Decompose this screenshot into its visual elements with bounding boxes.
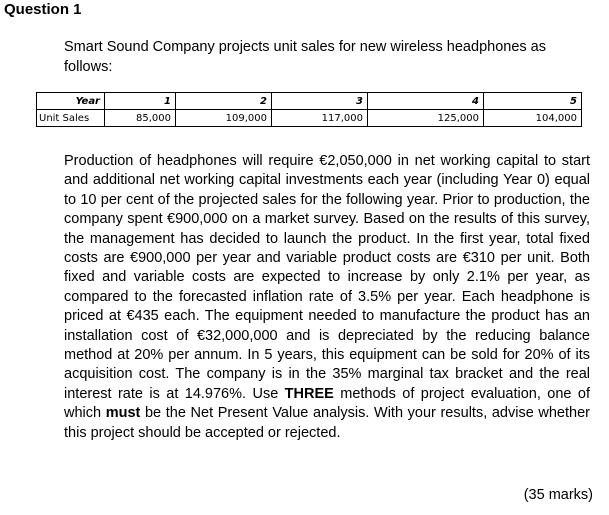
marks-label: (35 marks)	[523, 487, 593, 503]
year-cell: 5	[484, 93, 582, 110]
year-cell: 1	[105, 93, 176, 110]
unit-sales-cell: 125,000	[368, 110, 484, 127]
unit-sales-cell: 109,000	[176, 110, 272, 127]
intro-text: Smart Sound Company projects unit sales for new wireless headphones as follows:	[64, 39, 546, 75]
table-row	[37, 110, 582, 127]
year-cell: 2	[176, 93, 272, 110]
emphasis-three: THREE	[284, 385, 334, 402]
unit-sales-cell: 85,000	[105, 110, 176, 127]
body-text: Production of headphones will require €2,050,000 in net working capital to start and additional net working capital investments each year (including Year 0) equal to 10 per cent of the projected sales for the following year. Prior to production, the company spent €900,000 on a market survey. Based on the results of this survey, the management has decided to launch the product. In the first year, total fixed costs are €900,000 per year and variable product costs are €310 per unit. Both fixed and variable costs are expected to increase by only 2.1% per year, as compared to the forecasted inflation rate of 3.5% per year. Each headphone is priced at €435 each. The equipment needed to manufacture the product has an installation cost of €32,000,000 and is depreciated by the reducing balance method at 20% per annum. In 5 years, this equipment can be sold for 20% of its acquisition cost. The company is in the 35% marginal tax bracket and the real interest rate is at 14.976%. Use	[64, 153, 590, 402]
emphasis-must: must	[105, 405, 141, 422]
question-body	[64, 152, 590, 443]
year-cell: 4	[368, 93, 484, 110]
year-cell: 3	[272, 93, 368, 110]
unit-sales-cell: 117,000	[272, 110, 368, 127]
body-text: be the Net Present Value analysis. With your results, advise whether this project should be accepted or rejected.	[64, 405, 590, 441]
question-title: Question 1	[4, 1, 82, 18]
body-text: methods of project evaluation, one of which	[64, 385, 590, 422]
table-header-row	[37, 93, 582, 110]
unit-sales-label: Unit Sales	[37, 110, 105, 127]
unit-sales-table	[36, 92, 582, 127]
year-header: Year	[37, 93, 105, 110]
unit-sales-cell: 104,000	[484, 110, 582, 127]
